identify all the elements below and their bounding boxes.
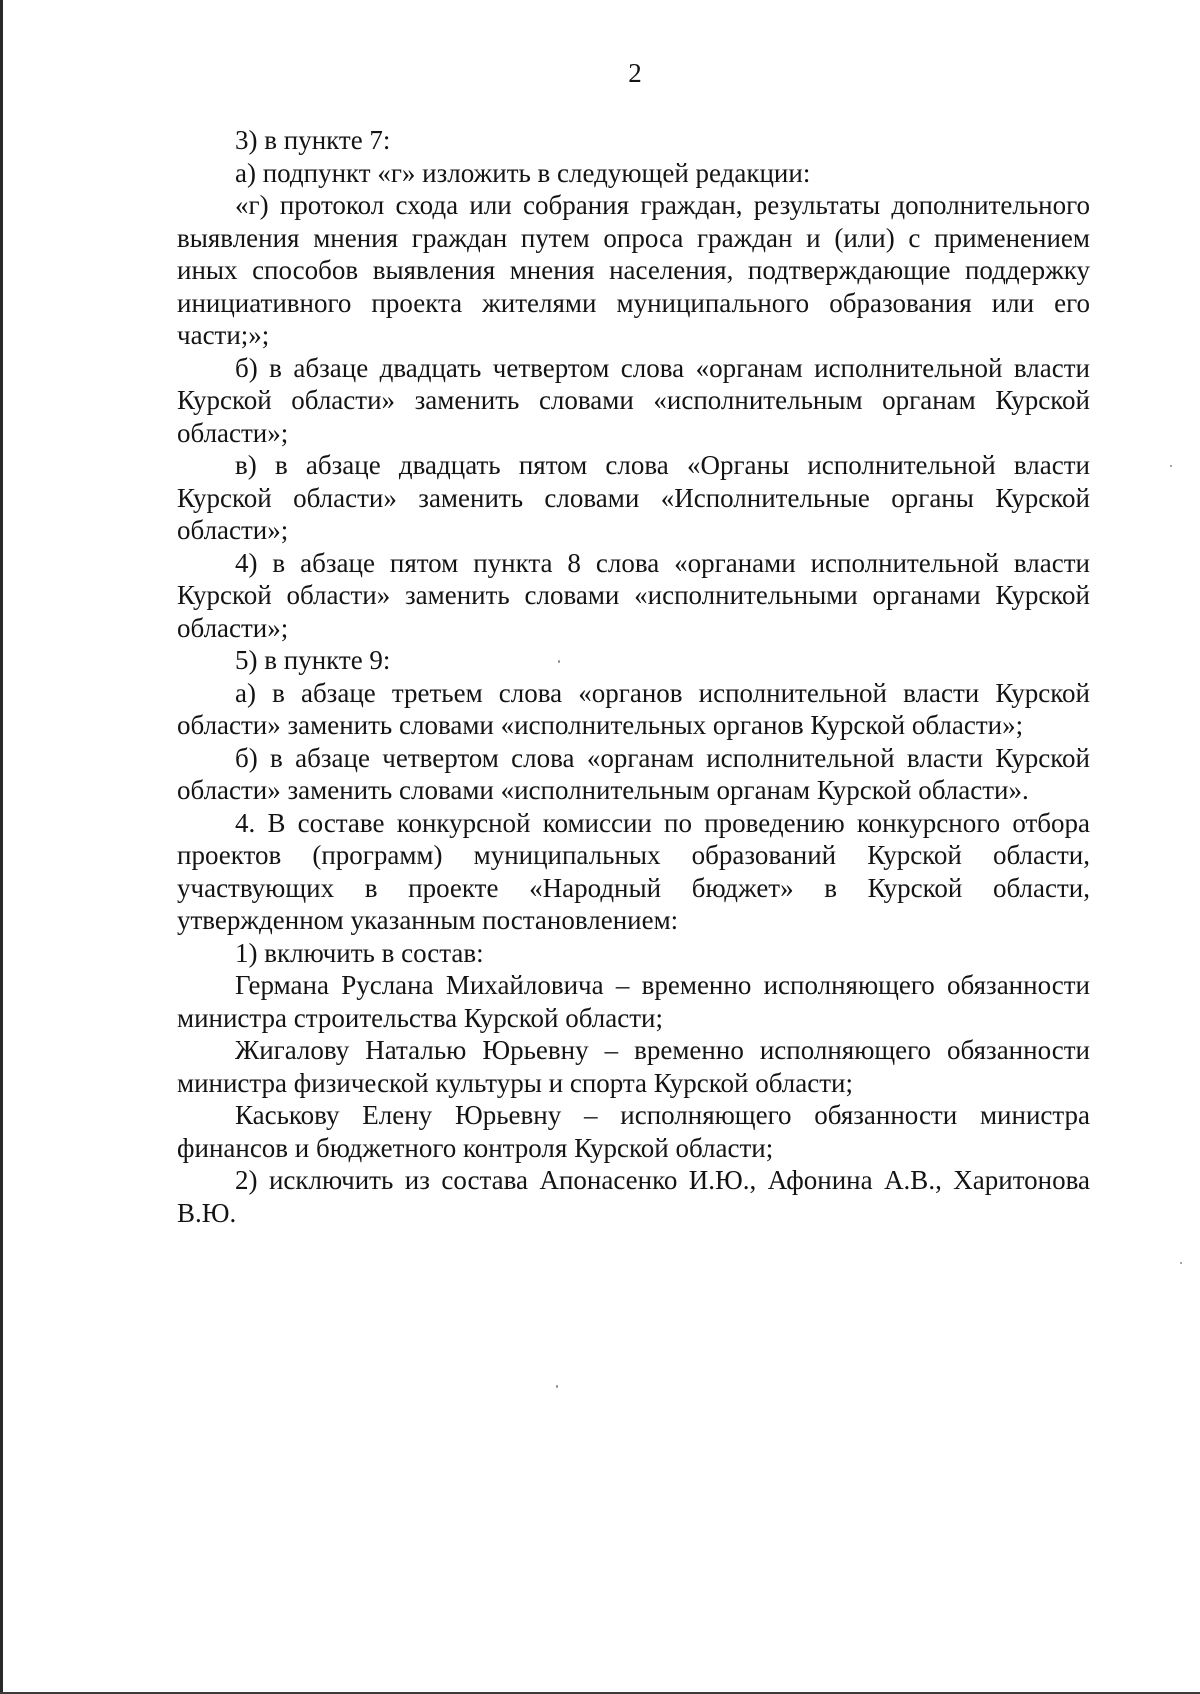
paragraph: а) подпункт «г» изложить в следующей редакции: (235, 157, 811, 188)
scan-speck (556, 1385, 558, 1388)
scan-speck (558, 660, 560, 663)
paragraph: 4. В составе конкурсной комиссии по проведению конкурсного отбора проектов (программ) муниципальных образований Курской области, участвующих в проекте «Народный бюджет» в Курской области, утвержденном указанным постановлением: (177, 807, 1090, 935)
page-number: 2 (628, 58, 642, 88)
scan-edge-left (0, 0, 3, 1694)
scan-speck (1180, 1262, 1182, 1264)
paragraph: а) в абзаце третьем слова «органов исполнительной власти Курской области» заменить словами «исполнительных органов Курской области»; (177, 677, 1090, 740)
paragraph: б) в абзаце двадцать четвертом слова «органам исполнительной власти Курской области» заменить словами «исполнительным органам Курской области»; (177, 352, 1090, 448)
paragraph: 1) включить в состав: (235, 937, 484, 968)
paragraph: 2) исключить из состава Апонасенко И.Ю., Афонина А.В., Харитонова В.Ю. (177, 1165, 1090, 1228)
paragraph: Германа Руслана Михайловича – временно исполняющего обязанности министра строительства Курской области; (177, 970, 1090, 1033)
paragraph: Жигалову Наталью Юрьевну – временно исполняющего обязанности министра физической культуры и спорта Курской области; (177, 1035, 1090, 1098)
paragraph: б) в абзаце четвертом слова «органам исполнительной власти Курской области» заменить словами «исполнительным органам Курской области». (177, 742, 1090, 805)
document-body (177, 124, 1090, 1229)
paragraph: Каськову Елену Юрьевну – исполняющего обязанности министра финансов и бюджетного контроля Курской области; (177, 1100, 1090, 1163)
paragraph: 5) в пункте 9: (235, 645, 391, 675)
paragraph: «г) протокол схода или собрания граждан, результаты дополнительного выявления мнения граждан путем опроса граждан и (или) с применением иных способов выявления мнения населения, подтверждающие поддержку инициативного проекта жителями муниципального образования или его части;»; (177, 190, 1090, 350)
paragraph: 3) в пункте 7: (235, 125, 391, 155)
paragraph: в) в абзаце двадцать пятом слова «Органы исполнительной власти Курской области» заменить словами «Исполнительные органы Курской области»; (177, 450, 1090, 545)
paragraph: 4) в абзаце пятом пункта 8 слова «органами исполнительной власти Курской области» заменить словами «исполнительными органами Курской области»; (177, 547, 1090, 643)
scan-speck (1170, 465, 1172, 467)
